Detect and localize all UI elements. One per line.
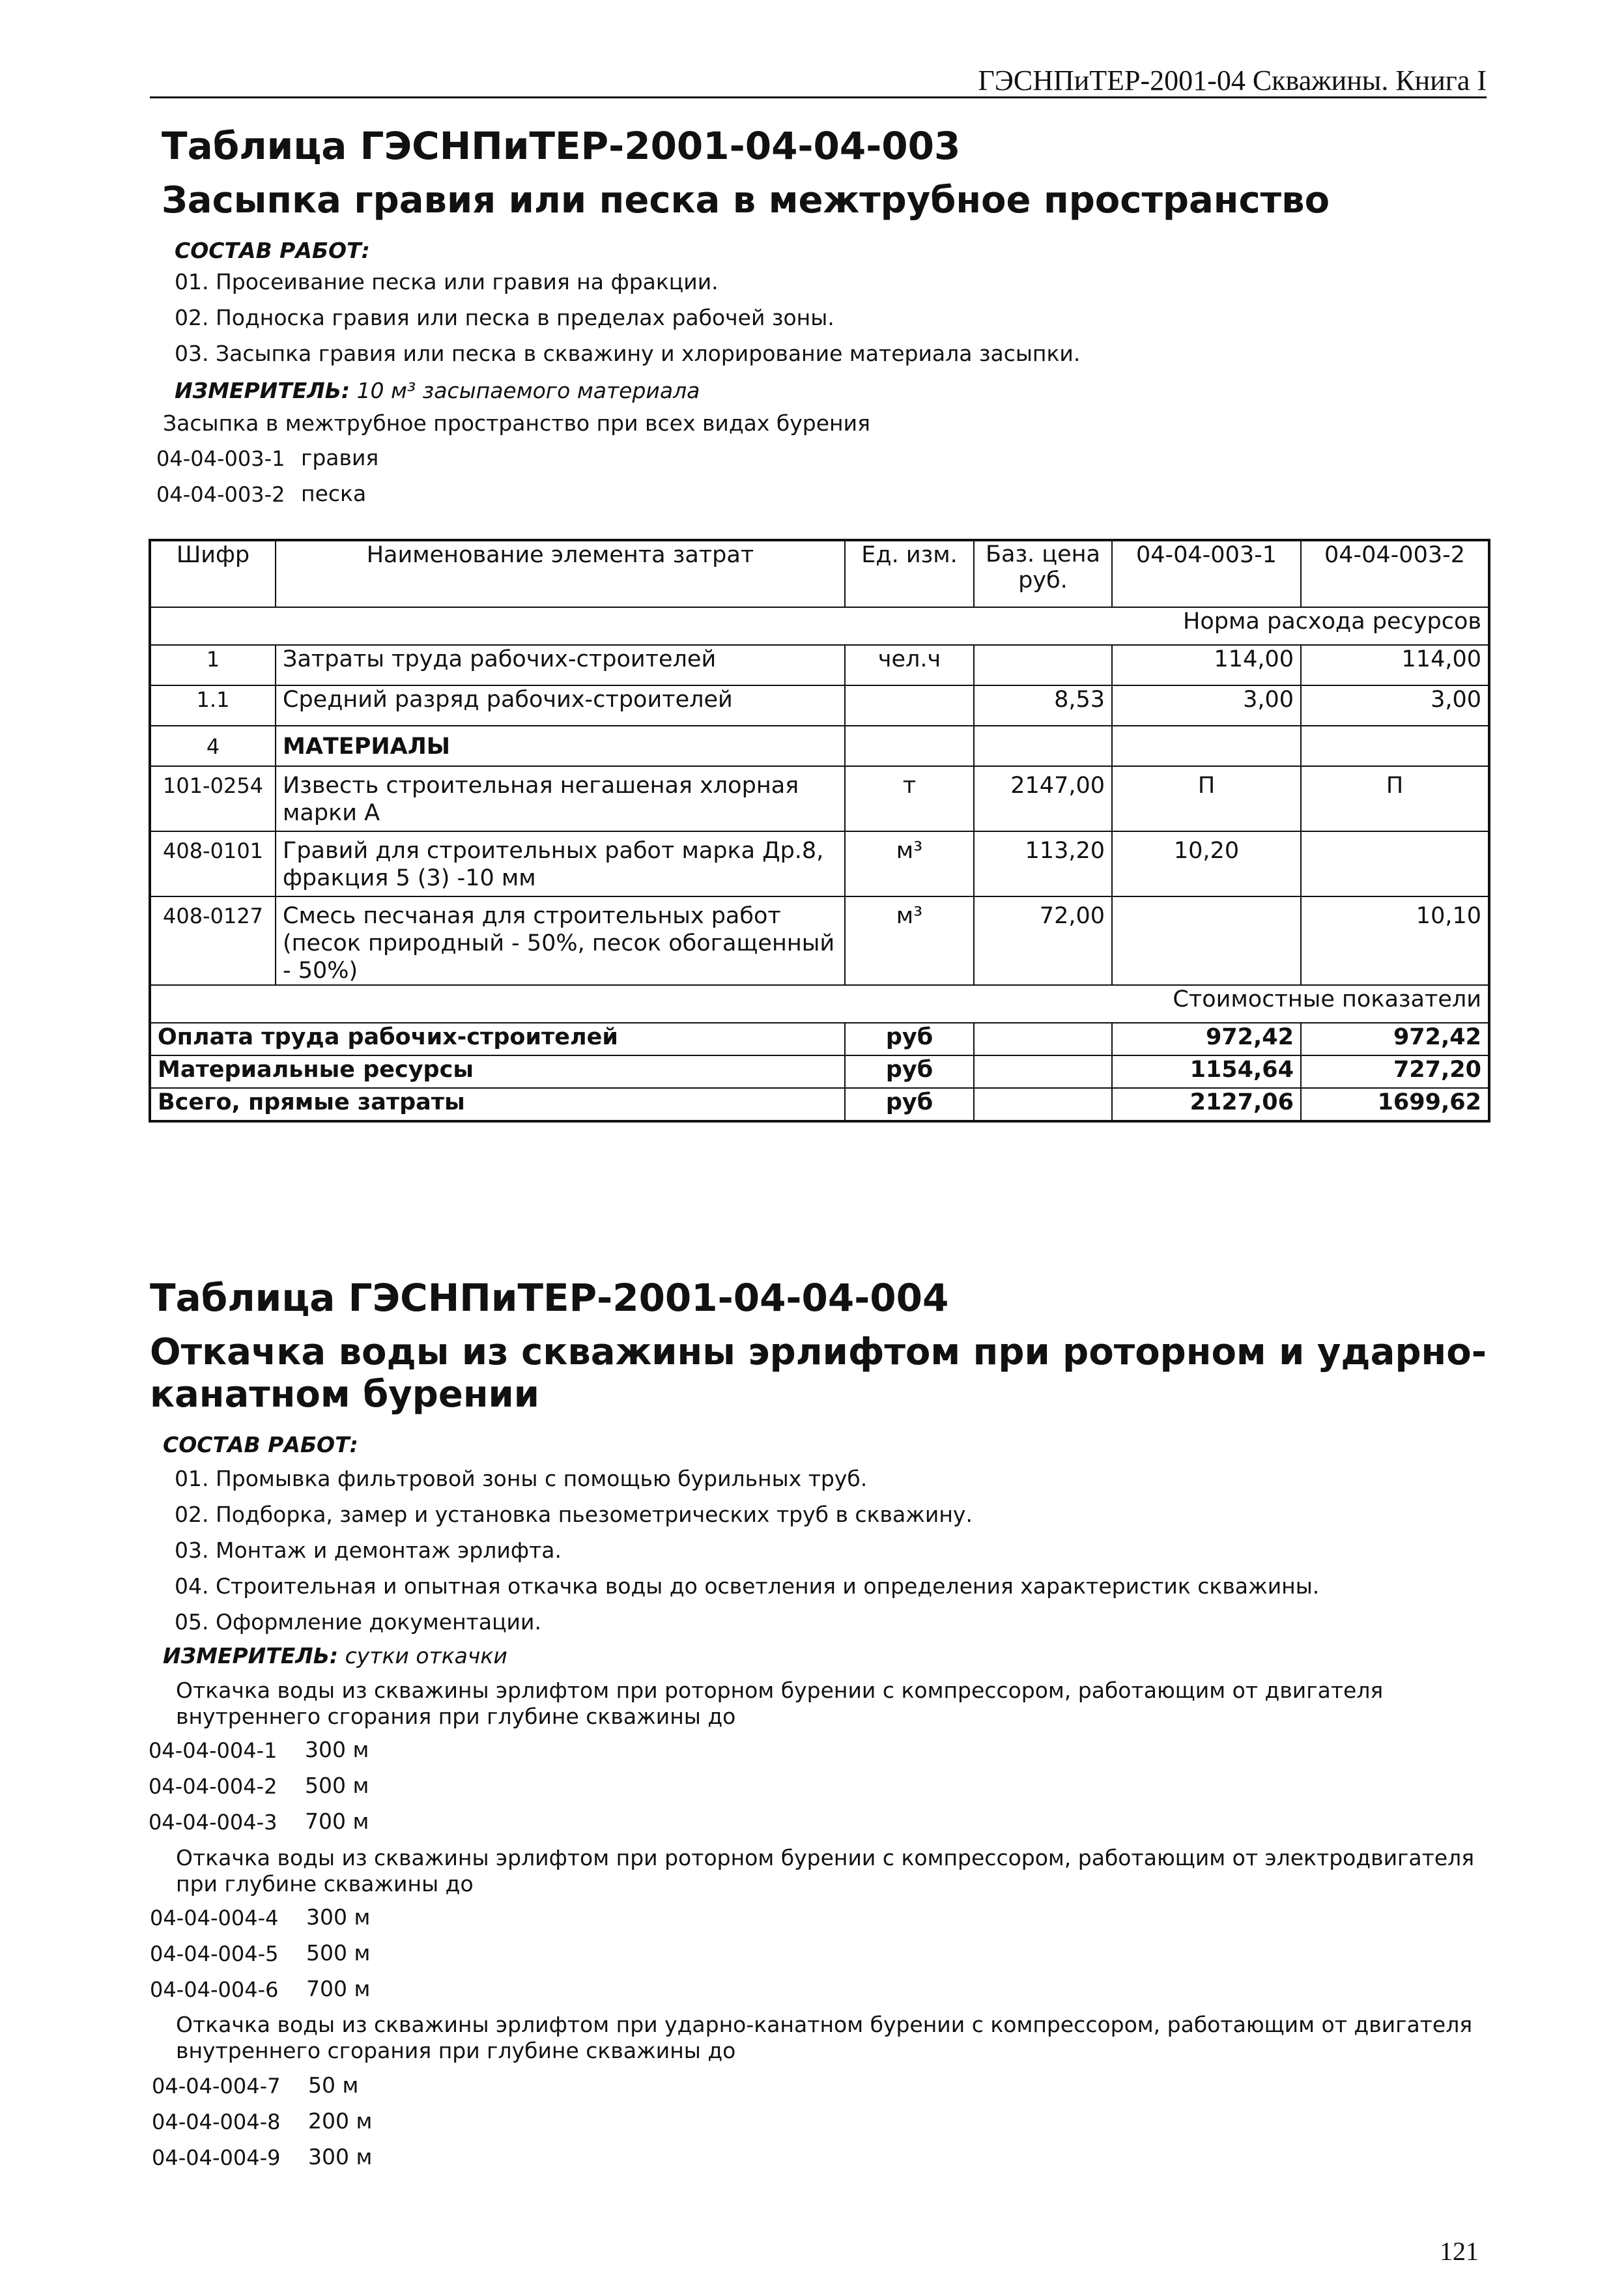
header-rule (150, 96, 1487, 98)
row-code: 1 (150, 645, 276, 685)
row-code: 4 (150, 726, 276, 766)
header-unit: Ед. изм. (845, 540, 974, 607)
table2-step: 02. Подборка, замер и установка пьезометрических труб в скважину. (175, 1502, 973, 1527)
total-v2: 727,20 (1301, 1055, 1489, 1088)
header-col2: 04-04-003-2 (1301, 540, 1489, 607)
row-unit: м³ (845, 831, 974, 896)
table2-measure-label: ИЗМЕРИТЕЛЬ: (163, 1643, 339, 1668)
table-row (150, 766, 1489, 831)
row-v2: П (1301, 766, 1489, 831)
row-v1: 10,20 (1112, 831, 1301, 896)
total-name: Материальные ресурсы (150, 1055, 845, 1088)
row-unit: чел.ч (845, 645, 974, 685)
item-name: 300 м (308, 2144, 373, 2169)
group-description: Откачка воды из скважины эрлифтом при ударно-канатном бурении с компрессором, работающим от двигателя (176, 2012, 1473, 2037)
item-code: 04-04-004-5 (150, 1941, 279, 1966)
row-v1 (1112, 896, 1301, 985)
total-unit: руб (845, 1088, 974, 1121)
item-name: 300 м (306, 1904, 371, 1930)
row-code: 408-0127 (150, 896, 276, 985)
item-name: 300 м (305, 1737, 369, 1762)
table2-step: 01. Промывка фильтровой зоны с помощью бурильных труб. (175, 1466, 868, 1491)
norm-label: Норма расхода ресурсов (150, 607, 1489, 645)
group-description: Откачка воды из скважины эрлифтом при роторном бурении с компрессором, работающим от двигателя (176, 1678, 1384, 1703)
row-price (974, 726, 1112, 766)
page-number: 121 (1440, 2237, 1479, 2266)
group-description: Откачка воды из скважины эрлифтом при роторном бурении с компрессором, работающим от электродвигателя (176, 1845, 1475, 1870)
cost-label: Стоимостные показатели (150, 985, 1489, 1023)
row-name: Средний разряд рабочих-строителей (276, 685, 845, 726)
table2-step: 04. Строительная и опытная откачка воды до осветления и определения характеристик скважины. (175, 1573, 1320, 1599)
table1-code: 04-04-003-1 (156, 446, 285, 471)
table1-measure-value: 10 м³ засыпаемого материала (356, 378, 700, 403)
row-v1: П (1112, 766, 1301, 831)
totals-row (150, 1088, 1489, 1121)
total-v2: 972,42 (1301, 1023, 1489, 1055)
row-v2 (1301, 831, 1489, 896)
totals-row (150, 1023, 1489, 1055)
item-name: 50 м (308, 2072, 359, 2098)
table1-step: 03. Засыпка гравия или песка в скважину и хлорирование материала засыпки. (175, 341, 1081, 366)
row-code: 1.1 (150, 685, 276, 726)
table2-title: Таблица ГЭСНПиТЕР-2001-04-04-004 (150, 1276, 949, 1320)
total-unit: руб (845, 1023, 974, 1055)
table2-step: 05. Оформление документации. (175, 1609, 541, 1635)
row-v2: 3,00 (1301, 685, 1489, 726)
table1-code-name: гравия (301, 445, 379, 470)
row-code: 408-0101 (150, 831, 276, 896)
table-row (150, 831, 1489, 896)
item-name: 500 м (305, 1773, 369, 1798)
item-code: 04-04-004-8 (152, 2110, 281, 2134)
table1-measure-label: ИЗМЕРИТЕЛЬ: (175, 378, 350, 403)
item-code: 04-04-004-7 (152, 2074, 281, 2098)
resource-table (149, 539, 1490, 1123)
row-name: МАТЕРИАЛЫ (276, 726, 845, 766)
table2-measure (163, 1643, 507, 1668)
running-header: ГЭСНПиТЕР-2001-04 Скважины. Книга I (978, 64, 1487, 96)
item-code: 04-04-004-2 (149, 1774, 278, 1799)
table-row (150, 726, 1489, 766)
totals-row (150, 1055, 1489, 1088)
item-code: 04-04-004-3 (149, 1810, 278, 1835)
row-unit: т (845, 766, 974, 831)
row-name: Известь строительная негашеная хлорная марки А (276, 766, 845, 831)
table1-code: 04-04-003-2 (156, 482, 285, 507)
norm-section-row (150, 607, 1489, 645)
total-v1: 972,42 (1112, 1023, 1301, 1055)
table1-composition-label: СОСТАВ РАБОТ: (175, 238, 370, 263)
item-code: 04-04-004-4 (150, 1906, 279, 1930)
table2-step: 03. Монтаж и демонтаж эрлифта. (175, 1538, 562, 1563)
table2-subtitle-line2: канатном бурении (150, 1373, 540, 1416)
row-v2 (1301, 726, 1489, 766)
group-description: при глубине скважины до (176, 1871, 474, 1896)
row-unit (845, 685, 974, 726)
table2-subtitle-line1: Откачка воды из скважины эрлифтом при роторном и ударно- (150, 1331, 1487, 1373)
table2-measure-value: сутки откачки (345, 1643, 507, 1668)
row-price: 113,20 (974, 831, 1112, 896)
row-price: 8,53 (974, 685, 1112, 726)
cost-section-row (150, 985, 1489, 1023)
header-code: Шифр (150, 540, 276, 607)
table-row (150, 896, 1489, 985)
total-v1: 1154,64 (1112, 1055, 1301, 1088)
total-name: Оплата труда рабочих-строителей (150, 1023, 845, 1055)
table1-step: 02. Подноска гравия или песка в пределах рабочей зоны. (175, 305, 834, 330)
row-price: 72,00 (974, 896, 1112, 985)
table1-measure (175, 378, 700, 403)
group-description: внутреннего сгорания при глубине скважины до (176, 2038, 736, 2063)
row-v1 (1112, 726, 1301, 766)
item-name: 700 м (305, 1809, 369, 1834)
table-row (150, 685, 1489, 726)
total-name: Всего, прямые затраты (150, 1088, 845, 1121)
table-row (150, 645, 1489, 685)
item-code: 04-04-004-1 (149, 1738, 278, 1763)
row-unit (845, 726, 974, 766)
row-price (974, 645, 1112, 685)
row-v2: 10,10 (1301, 896, 1489, 985)
row-v2: 114,00 (1301, 645, 1489, 685)
row-price: 2147,00 (974, 766, 1112, 831)
table1-step: 01. Просеивание песка или гравия на фракции. (175, 269, 719, 294)
item-name: 500 м (306, 1940, 371, 1966)
item-name: 200 м (308, 2108, 373, 2134)
row-name: Затраты труда рабочих-строителей (276, 645, 845, 685)
row-v1: 3,00 (1112, 685, 1301, 726)
row-unit: м³ (845, 896, 974, 985)
total-unit: руб (845, 1055, 974, 1088)
row-name: Гравий для строительных работ марка Др.8, фракция 5 (3) -10 мм (276, 831, 845, 896)
item-code: 04-04-004-9 (152, 2145, 281, 2170)
table1-title: Таблица ГЭСНПиТЕР-2001-04-04-003 (162, 124, 961, 168)
header-price: Баз. цена руб. (974, 540, 1112, 607)
row-name: Смесь песчаная для строительных работ (песок природный - 50%, песок обогащенный - 50%) (276, 896, 845, 985)
total-v1: 2127,06 (1112, 1088, 1301, 1121)
row-code: 101-0254 (150, 766, 276, 831)
total-v2: 1699,62 (1301, 1088, 1489, 1121)
header-col1: 04-04-003-1 (1112, 540, 1301, 607)
item-code: 04-04-004-6 (150, 1977, 279, 2002)
group-description: внутреннего сгорания при глубине скважины до (176, 1704, 736, 1729)
table1-code-name: песка (301, 481, 367, 506)
item-name: 700 м (306, 1976, 371, 2001)
table1-subtitle: Засыпка гравия или песка в межтрубное пространство (162, 179, 1330, 222)
row-v1: 114,00 (1112, 645, 1301, 685)
header-name: Наименование элемента затрат (276, 540, 845, 607)
table2-composition-label: СОСТАВ РАБОТ: (163, 1432, 358, 1457)
table-header-row (150, 540, 1489, 607)
table1-description: Засыпка в межтрубное пространство при всех видах бурения (163, 410, 870, 436)
